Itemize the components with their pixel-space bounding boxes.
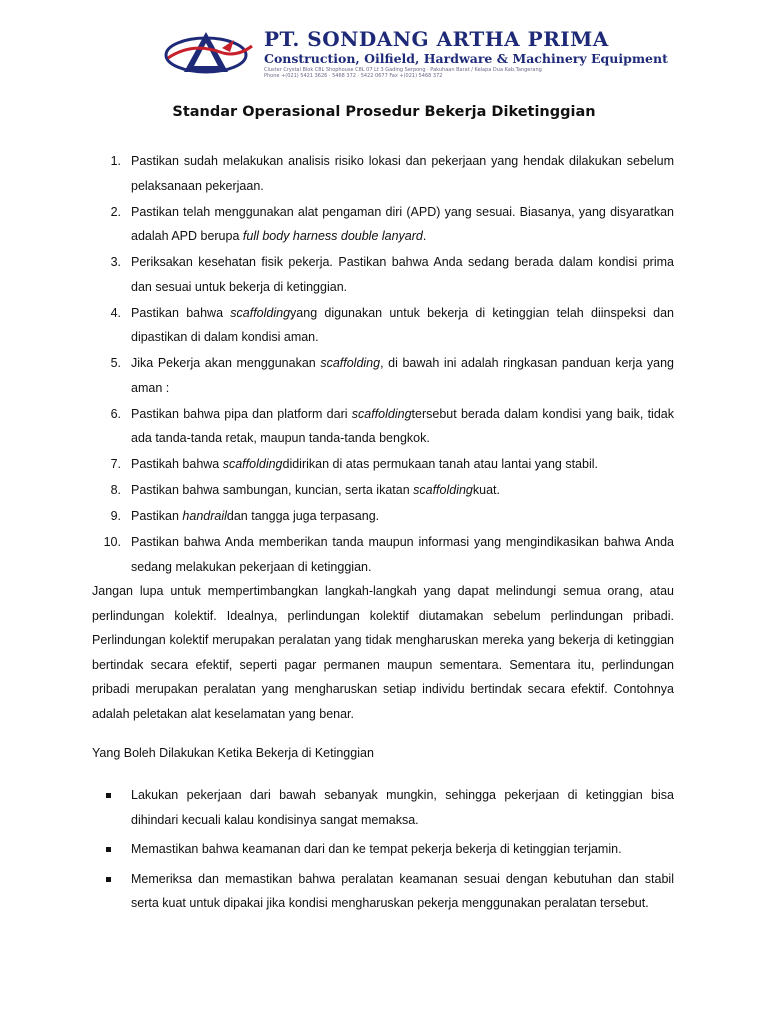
bullet-square-icon — [106, 877, 111, 882]
step-text-end: , di bawah ini adalah ringkasan panduan kerja yang aman : — [131, 356, 674, 395]
step-text-end: . — [422, 229, 427, 243]
step-text: Pastikan telah menggunakan alat pengaman diri (APD) yang sesuai. Biasanya, yang disyaratkan adalah APD berupa — [131, 204, 674, 243]
step-number: 9. — [110, 509, 121, 523]
letterhead — [160, 22, 680, 80]
procedure-step — [92, 478, 674, 503]
procedure-step — [92, 402, 674, 451]
step-text: Pastikan bahwa sambungan, kuncian, serta ikatan — [131, 483, 414, 497]
do-list-text: Memeriksa dan memastikan bahwa peralatan keamanan sesuai dengan kebutuhan dan stabil serta kuat untuk dipakai jika kondisi mengharuskan pekerja menggunakan peralatan tersebut. — [131, 871, 674, 910]
procedure-step — [92, 504, 674, 529]
do-list-text: Memastikan bahwa keamanan dari dan ke tempat pekerja bekerja di ketinggian terjamin. — [131, 842, 622, 856]
procedure-step — [92, 250, 674, 299]
step-text-end: dan tangga juga terpasang. — [226, 509, 380, 523]
procedure-step — [92, 351, 674, 400]
procedure-step — [92, 301, 674, 350]
step-text: Pastikan bahwa Anda memberikan tanda maupun informasi yang mengindikasikan bahwa Anda sedang melakukan pekerjaan di ketinggian. — [131, 535, 674, 574]
step-italic: scaffolding — [413, 483, 473, 497]
bullet-square-icon — [106, 847, 111, 852]
procedure-step — [92, 452, 674, 477]
step-number: 5. — [110, 356, 121, 370]
bullet-square-icon — [106, 793, 111, 798]
step-italic: scaffolding — [222, 457, 283, 471]
step-number: 8. — [110, 483, 121, 497]
company-logo — [162, 28, 258, 78]
do-list-item — [92, 783, 674, 832]
procedure-list — [92, 149, 674, 581]
step-text: Jika Pekerja akan menggunakan — [131, 356, 321, 370]
section-heading: Yang Boleh Dilakukan Ketika Bekerja di Ketinggian — [92, 746, 374, 760]
step-italic: handrail — [182, 509, 227, 523]
document-title: Standar Operasional Prosedur Bekerja Diketinggian — [172, 104, 596, 120]
step-number: 1. — [110, 154, 121, 168]
company-tagline: Construction, Oilfield, Hardware & Machinery Equipment — [264, 51, 668, 66]
step-text: Pastikan — [131, 509, 183, 523]
step-text: Pastikan sudah melakukan analisis risiko lokasi dan pekerjaan yang hendak dilakukan sebelum pelaksanaan pekerjaan. — [131, 154, 674, 193]
step-text-end: yang digunakan untuk bekerja di ketinggian telah diinspeksi dan dipastikan di dalam kondisi aman. — [131, 305, 674, 344]
step-italic: full body harness double lanyard — [242, 229, 423, 243]
step-text: Pastikan bahwa — [131, 305, 231, 320]
do-list-text: Lakukan pekerjaan dari bawah sebanyak mungkin, sehingga pekerjaan di ketinggian bisa dihindari kecuali kalau kondisinya sangat memaksa. — [131, 788, 674, 827]
step-number: 7. — [110, 457, 121, 471]
step-text-end: kuat. — [472, 483, 500, 497]
step-number: 4. — [110, 305, 121, 320]
company-address: Cluster Crystal Blok C8L Shophouse C8L 07 Lt 3 Gading Serpong · Pakuhaan Barat / Kelapa Dua Kab.Tangerang — [264, 67, 542, 73]
procedure-step — [92, 200, 674, 249]
do-list — [92, 783, 674, 921]
do-list-item — [92, 837, 674, 862]
step-text-end: tersebut berada dalam kondisi yang baik, tidak ada tanda-tanda retak, maupun tanda-tanda bengkok. — [131, 406, 674, 445]
step-text: Pastikan bahwa pipa dan platform dari — [131, 406, 352, 421]
do-list-item — [92, 867, 674, 916]
company-name: PT. SONDANG ARTHA PRIMA — [264, 27, 609, 51]
step-text: Periksakan kesehatan fisik pekerja. Pastikan bahwa Anda sedang berada dalam kondisi prima dan sesuai untuk bekerja di ketinggian. — [131, 255, 674, 294]
step-number: 10. — [103, 535, 121, 549]
step-italic: scaffolding — [230, 305, 291, 320]
step-italic: scaffolding — [320, 356, 381, 370]
procedure-step — [92, 149, 674, 198]
step-text: Pastikah bahwa — [131, 457, 223, 471]
step-italic: scaffolding — [351, 406, 412, 421]
procedure-step — [92, 530, 674, 579]
step-number: 6. — [110, 406, 121, 421]
body-paragraph: Jangan lupa untuk mempertimbangkan langkah-langkah yang dapat melindungi semua orang, atau perlindungan kolektif. Idealnya, perlindungan kolektif diutamakan sebelum perlindungan pribadi. Perlindungan kolektif merupakan peralatan yang tidak mengharuskan mereka yang bekerja di ketinggian bertindak secara efektif, seperti pagar permanen maupun sementara. Sementara itu, perlindungan pribadi merupakan peralatan yang mengharuskan setiap individu bertindak secara efektif. Contohnya adalah peletakan alat keselamatan yang benar. — [92, 584, 674, 721]
step-number: 2. — [110, 204, 121, 219]
step-text-end: didirikan di atas permukaan tanah atau lantai yang stabil. — [282, 457, 598, 471]
step-number: 3. — [110, 255, 121, 269]
company-phone: Phone +(021) 5421 3626 · 5468 372 · 5422 0677 Fax +(021) 5468 372 — [264, 73, 443, 79]
